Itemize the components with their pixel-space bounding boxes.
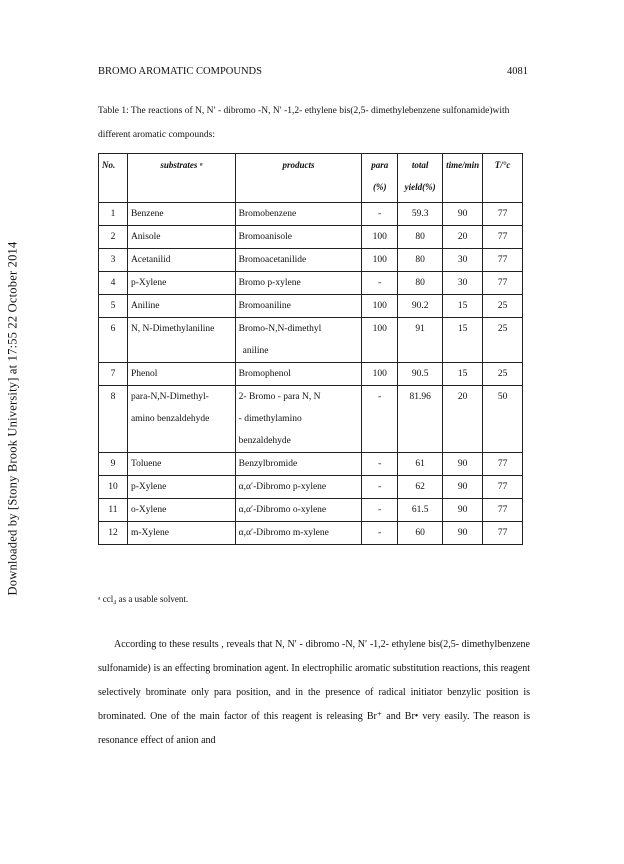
cell-yield: 81.96 [398, 386, 443, 453]
cell-no: 5 [99, 295, 128, 318]
cell-para: 100 [362, 363, 398, 386]
cell-yield: 61 [398, 453, 443, 476]
cell-product: Bromophenol [235, 363, 362, 386]
cell-para: - [362, 272, 398, 295]
cell-substrate: p-Xylene [127, 476, 235, 499]
cell-product-line: 2- Bromo - para N, N [238, 392, 321, 402]
cell-temp: 77 [483, 272, 523, 295]
table-row [99, 249, 523, 272]
cell-no: 10 [99, 476, 128, 499]
cell-substrate: p-Xylene [127, 272, 235, 295]
cell-time: 15 [443, 363, 483, 386]
col-header-yield: total yield(%) [398, 154, 443, 203]
cell-substrate-line: amino benzaldehyde [130, 414, 210, 424]
cell-product [235, 318, 362, 363]
cell-yield: 90.2 [398, 295, 443, 318]
cell-product: α,α′-Dibromo p-xylene [235, 476, 362, 499]
cell-temp: 77 [483, 499, 523, 522]
col-header-products: products [235, 154, 362, 203]
cell-temp: 25 [483, 318, 523, 363]
cell-para: - [362, 499, 398, 522]
cell-no: 6 [99, 318, 128, 363]
table-row [99, 386, 523, 453]
cell-time: 90 [443, 476, 483, 499]
cell-product: α,α′-Dibromo m-xylene [235, 522, 362, 545]
table-row [99, 272, 523, 295]
table-row [99, 318, 523, 363]
cell-no: 7 [99, 363, 128, 386]
table-row [99, 499, 523, 522]
cell-yield: 80 [398, 249, 443, 272]
cell-temp: 77 [483, 476, 523, 499]
cell-temp: 77 [483, 226, 523, 249]
cell-substrate: Acetanilid [127, 249, 235, 272]
cell-product: α,α′-Dibromo o-xylene [235, 499, 362, 522]
cell-para: - [362, 522, 398, 545]
cell-yield: 61.5 [398, 499, 443, 522]
cell-substrate: Anisole [127, 226, 235, 249]
table-footnote: ᵃ ccl₄ as a usable solvent. [98, 594, 189, 604]
cell-para: 100 [362, 295, 398, 318]
cell-temp: 77 [483, 453, 523, 476]
cell-no: 3 [99, 249, 128, 272]
cell-substrate: Benzene [127, 203, 235, 226]
cell-para: - [362, 476, 398, 499]
cell-time: 90 [443, 499, 483, 522]
cell-substrate-line: para-N,N-Dimethyl- [130, 392, 209, 402]
cell-no: 8 [99, 386, 128, 453]
table-row [99, 295, 523, 318]
body-paragraph-text: According to these results , reveals that N, N′ - dibromo -N, N′ -1,2- ethylene bis(2,5- dimethylbenzene sulfonamide) is an effecting bromination agent. In electrophilic aromatic substitution reactions, this reagent selectively brominate only para position, and in the presence of radical initiator benzylic position is brominated. One of the main factor of this reagent is releasing Br⁺ and Br• very easily. The reason is resonance effect of anion and [98, 639, 530, 746]
cell-no: 11 [99, 499, 128, 522]
cell-para: - [362, 203, 398, 226]
table-header-row [99, 154, 523, 203]
col-header-substrates: substrates ᵃ [127, 154, 235, 203]
cell-yield: 60 [398, 522, 443, 545]
cell-time: 15 [443, 295, 483, 318]
cell-yield: 91 [398, 318, 443, 363]
col-header-time: time/min [443, 154, 483, 203]
table-row [99, 453, 523, 476]
download-watermark-text: Downloaded by [Stony Brook University] at 17:55 22 October 2014 [5, 241, 20, 595]
cell-para: - [362, 453, 398, 476]
cell-substrate: N, N-Dimethylaniline [127, 318, 235, 363]
cell-yield: 90.5 [398, 363, 443, 386]
cell-para: - [362, 386, 398, 453]
cell-substrate: o-Xylene [127, 499, 235, 522]
cell-time: 20 [443, 386, 483, 453]
cell-time: 30 [443, 249, 483, 272]
cell-product-line: aniline [242, 346, 269, 356]
cell-product: Benzylbromide [235, 453, 362, 476]
table-row [99, 363, 523, 386]
download-watermark [0, 198, 26, 638]
cell-substrate: Aniline [127, 295, 235, 318]
cell-product: Bromoacetanilide [235, 249, 362, 272]
body-text [98, 633, 530, 753]
body-paragraph [98, 633, 530, 753]
cell-time: 20 [443, 226, 483, 249]
cell-substrate: m-Xylene [127, 522, 235, 545]
cell-temp: 25 [483, 295, 523, 318]
cell-time: 90 [443, 453, 483, 476]
cell-substrate: Phenol [127, 363, 235, 386]
cell-yield: 80 [398, 226, 443, 249]
cell-no: 4 [99, 272, 128, 295]
cell-no: 9 [99, 453, 128, 476]
cell-para: 100 [362, 226, 398, 249]
cell-temp: 77 [483, 522, 523, 545]
cell-substrate: Toluene [127, 453, 235, 476]
cell-no: 2 [99, 226, 128, 249]
table-row [99, 476, 523, 499]
cell-time: 90 [443, 203, 483, 226]
cell-temp: 50 [483, 386, 523, 453]
cell-product: Bromoanisole [235, 226, 362, 249]
col-header-no: No. [99, 154, 128, 203]
cell-product: Bromobenzene [235, 203, 362, 226]
page-number: 4081 [507, 66, 528, 77]
cell-product: Bromo p-xylene [235, 272, 362, 295]
table-row [99, 203, 523, 226]
col-header-temp: T/°c [483, 154, 523, 203]
reactions-table [98, 153, 523, 545]
cell-product: Bromoaniline [235, 295, 362, 318]
cell-no: 1 [99, 203, 128, 226]
cell-substrate [127, 386, 235, 453]
cell-time: 30 [443, 272, 483, 295]
cell-time: 90 [443, 522, 483, 545]
running-head [98, 66, 528, 77]
running-head-title: BROMO AROMATIC COMPOUNDS [98, 66, 262, 77]
table-row [99, 226, 523, 249]
cell-time: 15 [443, 318, 483, 363]
cell-yield: 59.3 [398, 203, 443, 226]
cell-yield: 80 [398, 272, 443, 295]
cell-temp: 77 [483, 203, 523, 226]
col-header-para: para (%) [362, 154, 398, 203]
table-caption: Table 1: The reactions of N, N′ - dibromo -N, N′ -1,2- ethylene bis(2,5- dimethylebenzene sulfonamide)with different aromatic compounds: [98, 106, 510, 140]
cell-temp: 25 [483, 363, 523, 386]
cell-no: 12 [99, 522, 128, 545]
cell-product-line: - dimethylamino [238, 414, 302, 424]
table-row [99, 522, 523, 545]
cell-temp: 77 [483, 249, 523, 272]
cell-product [235, 386, 362, 453]
cell-product-line: benzaldehyde [238, 436, 291, 446]
cell-para: 100 [362, 249, 398, 272]
cell-product-line: Bromo-N,N-dimethyl [238, 324, 322, 334]
cell-yield: 62 [398, 476, 443, 499]
cell-para: 100 [362, 318, 398, 363]
